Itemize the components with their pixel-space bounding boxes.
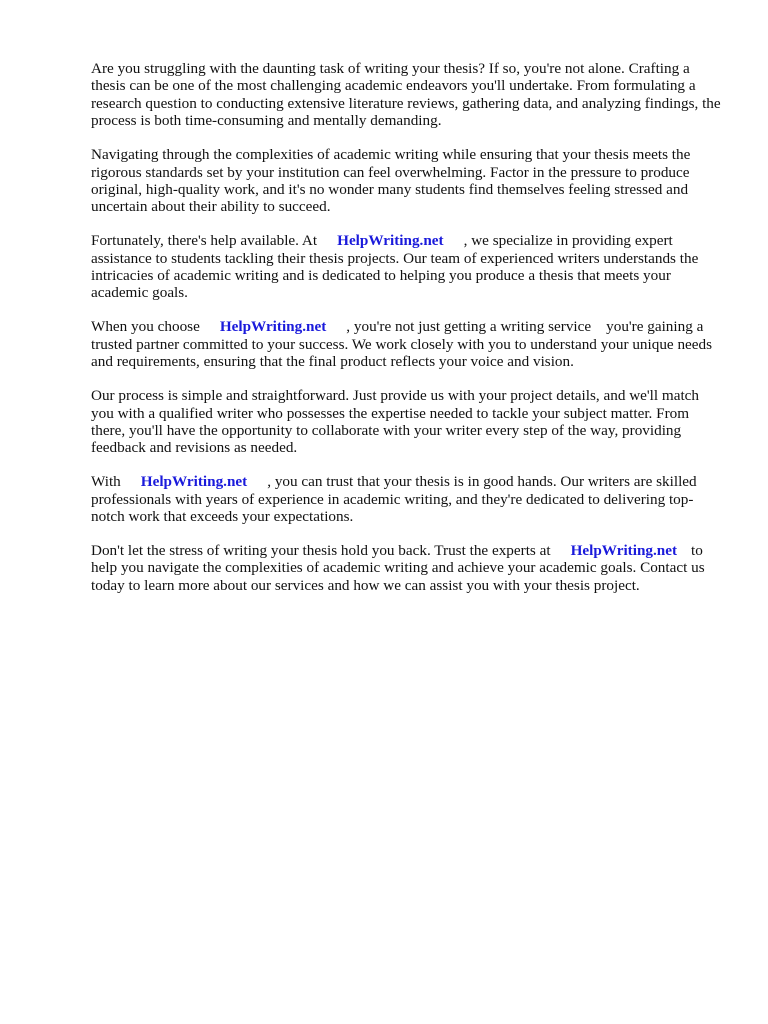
paragraph-text: Fortunately, there's help available. At xyxy=(91,232,318,250)
paragraph-text: , we specialize in providing expert assistance to students tackling their thesis projects. Our team of experienced writers understands the intricacies of academic writing and is dedicated to helping you produce a thesis that meets your academic goals. xyxy=(91,232,699,302)
paragraph-text: With xyxy=(91,473,121,491)
paragraph-complexities xyxy=(91,146,725,216)
paragraph-text: Don't let the stress of writing your thesis hold you back. Trust the experts at xyxy=(91,541,551,559)
paragraph-choose xyxy=(91,318,725,370)
paragraph-text: , you can trust that your thesis is in good hands. Our writers are skilled professionals with years of experience in academic writing, and they're dedicated to delivering top-notch work that exceeds your expectations. xyxy=(91,473,697,526)
paragraph-text: to help you navigate the complexities of academic writing and achieve your academic goals. Contact us today to learn more about our services and how we can assist you with your thesis project. xyxy=(91,541,705,594)
paragraph-trust xyxy=(91,473,725,525)
paragraph-text: you're gaining a trusted partner committed to your success. We work closely with you to understand your unique needs and requirements, ensuring that the final product reflects your voice and vision. xyxy=(91,318,713,371)
helpwriting-link[interactable]: HelpWriting.net xyxy=(570,541,678,559)
paragraph-intro-text: Are you struggling with the daunting task of writing your thesis? If so, you're not alone. Crafting a thesis can be one of the most challenging academic endeavors you'll undertake. From formulating a research question to conducting extensive literature reviews, gathering data, and analyzing findings, the process is both time-consuming and mentally demanding. xyxy=(91,60,721,130)
paragraph-process-text: Our process is simple and straightforward. Just provide us with your project details, and we'll match you with a qualified writer who possesses the expertise needed to tackle your subject matter. From there, you'll have the opportunity to collaborate with your writer every step of the way, providing feedback and revisions as needed. xyxy=(91,387,699,457)
helpwriting-link[interactable]: HelpWriting.net xyxy=(337,232,444,250)
paragraph-text: When you choose xyxy=(91,318,200,336)
paragraph-process xyxy=(91,387,725,457)
paragraph-text: , you're not just getting a writing service xyxy=(346,318,592,336)
paragraph-help-available xyxy=(91,232,725,302)
paragraph-complexities-text: Navigating through the complexities of academic writing while ensuring that your thesis meets the rigorous standards set by your institution can feel overwhelming. Factor in the pressure to produce original, high-quality work, and it's no wonder many students find themselves feeling stressed and uncertain about their ability to succeed. xyxy=(91,146,691,216)
paragraph-intro xyxy=(91,60,725,130)
helpwriting-link[interactable]: HelpWriting.net xyxy=(140,473,248,491)
document-body xyxy=(91,60,725,611)
paragraph-closing xyxy=(91,542,725,594)
helpwriting-link[interactable]: HelpWriting.net xyxy=(219,318,327,336)
